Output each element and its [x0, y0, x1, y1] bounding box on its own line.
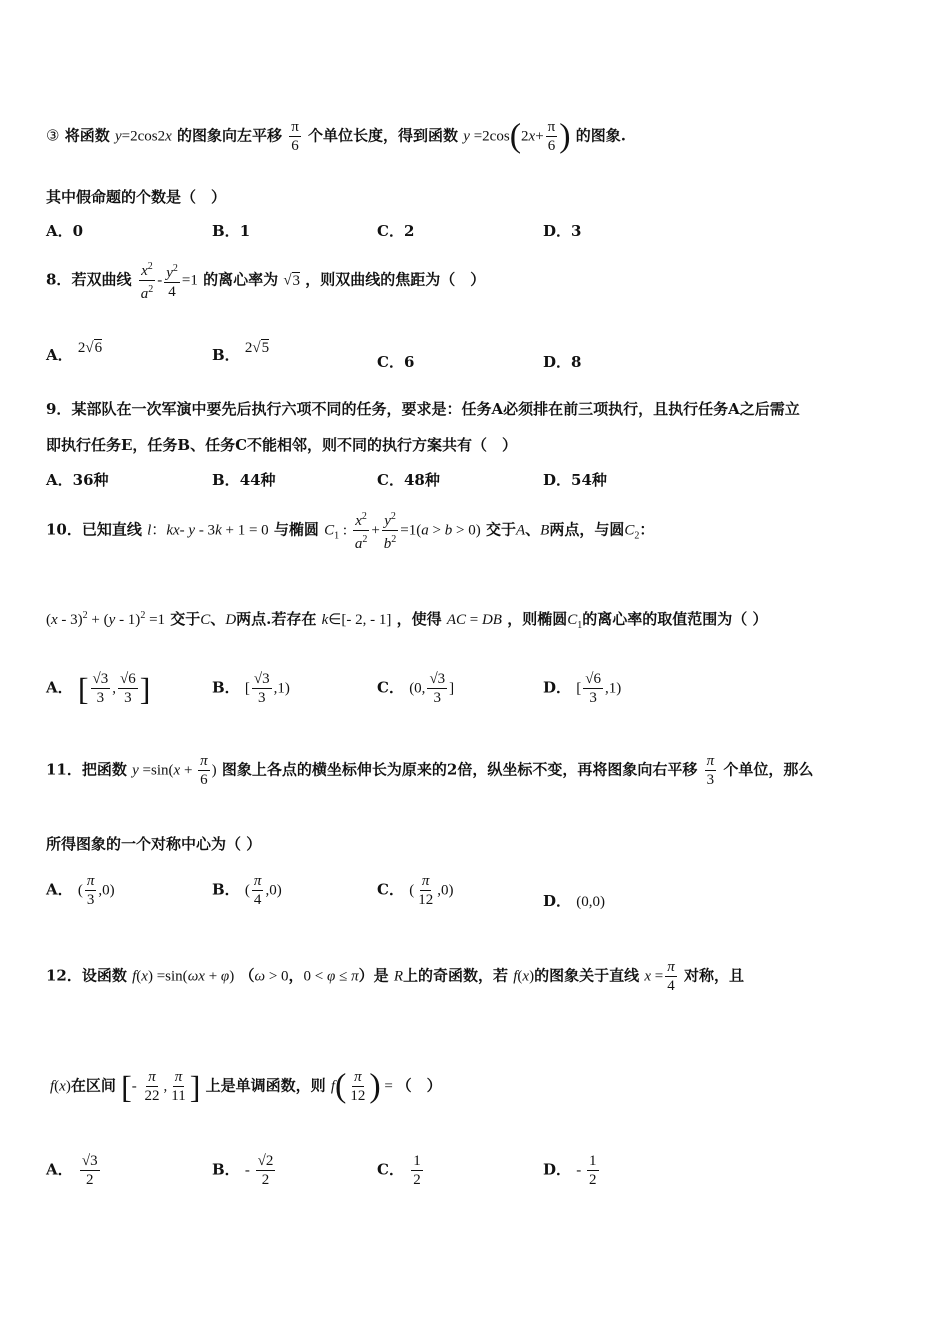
math-expr: y [114, 128, 122, 145]
text: 设函数 [81, 966, 127, 985]
option-label: B． [212, 471, 240, 489]
option-value: 36种 [72, 471, 109, 489]
text: 将函数 [64, 126, 110, 145]
option-value: 8 [571, 353, 582, 371]
text: 交于 [485, 520, 516, 539]
option-label: B． [212, 678, 240, 697]
question-number: 9． [46, 400, 72, 418]
q11-stem-line2: 所得图象的一个对称中心为（ ） [46, 835, 262, 853]
text: ， [288, 966, 304, 985]
q10-option-a[interactable]: A． [ $\frac{√3}{3}$ , $\frac{√6}{3}$ ] [46, 670, 151, 707]
text: 两点，与圆 [549, 520, 625, 539]
text: 两点.若存在 [236, 610, 317, 628]
option-value: 0 [72, 222, 84, 240]
text: 的离心率为 [203, 270, 279, 289]
text: 的图象关于直线 [534, 966, 640, 985]
text: 已知直线 [81, 520, 142, 539]
q9-option-b[interactable] [212, 469, 276, 490]
option-label: C． [377, 678, 404, 697]
text: 、 [525, 520, 541, 539]
option-label: D． [543, 1160, 572, 1179]
q8-option-b[interactable]: B． 2√5 [212, 340, 270, 364]
fraction: $\frac{\pi}{6}$ [291, 119, 299, 154]
q9-option-a[interactable] [46, 469, 109, 490]
text: 交于 [170, 610, 201, 628]
q12-option-d[interactable]: D． - $\frac{1}{2}$ [543, 1153, 597, 1188]
text: （ ） [396, 1076, 442, 1095]
option-label: A． [46, 678, 73, 697]
q12-stem-line1: 12．设函数 f(x) =sin(ωx + φ) （ω > 0，0 < φ ≤ π）是 R上的奇函数，若 f(x)的图象关于直线 x = $\frac{\pi}{4}$ 对称，且 [46, 959, 744, 994]
q10-option-d[interactable]: D． [ $\frac{√6}{3}$ ,1) [543, 671, 622, 706]
text: 图象上各点的横坐标伸长为原来的2倍，纵坐标不变，再将图象向右平移 [221, 760, 698, 779]
option-label: A． [46, 880, 73, 899]
q8-stem: 8．若双曲线 $\frac{x^2}{a^2}$ - $\frac{y^2}{4}$ =1 的离心率为 √3 ，则双曲线的焦距为（ ） [46, 258, 485, 303]
option-value: 54种 [571, 471, 607, 489]
q10-option-b[interactable]: B． [ $\frac{√3}{3}$ ,1) [212, 671, 290, 706]
q9-stem-line1 [46, 398, 800, 419]
option-label: D． [543, 353, 572, 371]
option-label: B． [212, 880, 240, 899]
option-label: A． [46, 346, 73, 364]
option-value: 48种 [403, 471, 440, 489]
q11-option-d[interactable]: D． (0,0) [543, 892, 605, 910]
q7-stem: 其中假命题的个数是（ ） [46, 188, 227, 206]
option-label: C． [377, 880, 404, 899]
text: 与椭圆 [273, 520, 319, 539]
option-label: A． [46, 1160, 73, 1179]
option-label: B． [212, 222, 240, 240]
option-value: 6 [403, 353, 415, 371]
option-value: 3 [571, 222, 582, 240]
text: 的图象. [575, 126, 627, 145]
option-value: 44种 [239, 471, 276, 489]
question-number: 11． [46, 760, 82, 779]
option-label: C． [377, 222, 404, 240]
q7-option-a[interactable] [46, 220, 83, 241]
text: 某部队在一次军演中要先后执行六项不同的任务，要求是：任务A必须排在前三项执行，且执行任务A之后需立 [71, 400, 800, 418]
text: 的离心率的取值范围为（ ） [582, 610, 768, 628]
text: 对称，且 [683, 966, 744, 985]
q7-option-d[interactable] [543, 220, 581, 241]
question-number: 8． [46, 270, 72, 289]
option-label: A． [46, 222, 73, 240]
q11-option-b[interactable]: B． ( $\frac{\pi}{4}$ ,0) [212, 873, 282, 908]
option-label: D． [543, 892, 572, 910]
q11-option-c[interactable]: C． ( $\frac{\pi}{12}$ ,0) [377, 873, 454, 908]
q9-stem-line2: 即执行任务E，任务B、任务C不能相邻，则不同的执行方案共有（ ） [46, 436, 518, 454]
text: 的图象向左平移 [176, 126, 282, 145]
text: ，使得 [396, 610, 442, 628]
question-number: 10． [46, 520, 82, 539]
circle-number: ③ [46, 128, 60, 145]
option-label: B． [212, 346, 240, 364]
question-number: 12． [46, 966, 82, 985]
text: 上的奇函数，若 [403, 966, 509, 985]
q9-option-d[interactable] [543, 469, 607, 490]
text: ，则双曲线的焦距为（ ） [305, 270, 486, 289]
text: （ [239, 966, 255, 985]
text: ，则椭圆 [507, 610, 568, 628]
option-label: C． [377, 471, 404, 489]
q11-stem-line1: 11．把函数 y =sin(x + $\frac{\pi}{6}$ ) 图象上各点的横坐标伸长为原来的2倍，纵坐标不变，再将图象向右平移 $\frac{\pi}{3}$ 个单位，那么 [46, 753, 814, 788]
text: ： [639, 520, 655, 539]
option-label: C． [377, 353, 404, 371]
option-label: A． [46, 471, 73, 489]
q10-option-c[interactable]: C． (0, $\frac{√3}{3}$ ] [377, 671, 455, 706]
text: 、 [210, 610, 226, 628]
text: 把函数 [81, 760, 127, 779]
q9-option-c[interactable] [377, 469, 440, 490]
text: 若双曲线 [71, 270, 132, 289]
text: 在区间 [70, 1076, 116, 1095]
option-label: B． [212, 1160, 240, 1179]
option-value: 1 [239, 222, 251, 240]
q12-stem-line2: f(x)在区间 [- $\frac{\pi}{22}$ , $\frac{\pi}{11}$ ] 上是单调函数，则 f( $\frac{\pi}{12}$ ) = （ ） [50, 1067, 442, 1105]
q12-option-a[interactable]: A． $\frac{√3}{2}$ [46, 1153, 98, 1188]
text: 个单位长度，得到函数 [308, 126, 459, 145]
q11-option-a[interactable]: A． ( $\frac{\pi}{3}$ ,0) [46, 873, 115, 908]
option-label: D． [543, 678, 572, 697]
option-label: C． [377, 1160, 404, 1179]
option-label: D． [543, 222, 572, 240]
q10-stem-line1: 10．已知直线 l：kx- y - 3k + 1 = 0 与椭圆 $C_1$ : $\frac{x^2}{a^2}$ + $\frac{y^2}{b^2}$ =1(a > b > 0) 交于A、B两点，与圆$C_2$： [46, 508, 654, 553]
q8-option-d[interactable] [543, 351, 581, 372]
statement-3: ③ 将函数 y=2cos2x 的图象向左平移 $\frac{\pi}{6}$ 个单位长度，得到函数 y =2cos(2x+ $\frac{\pi}{6}$ ) 的图象. [46, 117, 627, 155]
text: 上是单调函数，则 [205, 1076, 326, 1095]
q7-option-b[interactable] [212, 220, 250, 241]
q8-option-c[interactable] [377, 351, 414, 372]
q12-option-c[interactable]: C． $\frac{1}{2}$ [377, 1153, 421, 1188]
option-value: 2 [403, 222, 415, 240]
q7-option-c[interactable] [377, 220, 414, 241]
text: ）是 [358, 966, 389, 985]
q12-option-b[interactable]: B． - $\frac{√2}{2}$ [212, 1153, 274, 1188]
q8-option-a[interactable]: A． 2√6 [46, 340, 103, 364]
q10-stem-line2: (x - 3)$^2$ + (y - 1)$^2$ =1 交于C、D两点.若存在 k∈[- 2, - 1] ，使得 AC = DB ，则椭圆$C_1$的离心率的取值范围为（ ） [46, 610, 768, 631]
text: 个单位，那么 [723, 760, 814, 779]
option-label: D． [543, 471, 572, 489]
